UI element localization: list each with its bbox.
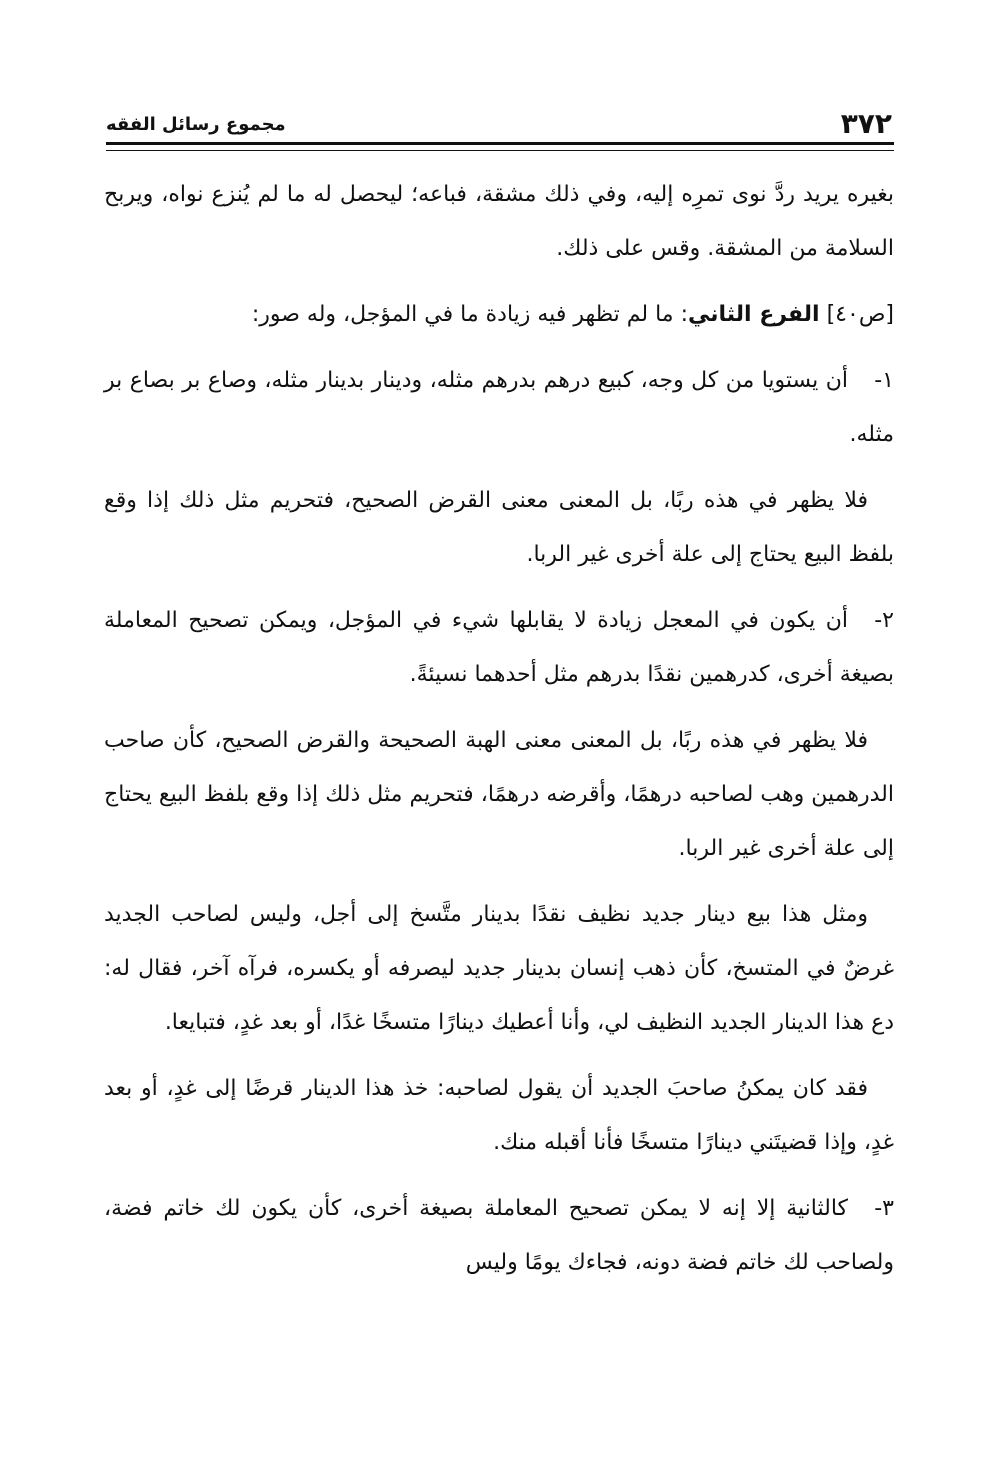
- section-heading: الفرع الثاني: [688, 302, 820, 327]
- paragraph-text: كالثانية إلا إنه لا يمكن تصحيح المعاملة بصيغة أخرى، كأن يكون لك خاتم فضة، ولصاحب لك خاتم فضة دونه، فجاءك يومًا وليس: [104, 1196, 894, 1275]
- body-text: [104, 168, 894, 1290]
- header-rule-thick: [106, 142, 894, 145]
- paragraph-2: [104, 288, 894, 342]
- paragraph-text: فقد كان يمكنُ صاحبَ الجديد أن يقول لصاحبه: خذ هذا الدينار قرضًا إلى غدٍ، أو بعد غدٍ، وإذا قضيتَني دينارًا متسخًا فأنا أقبله منك.: [104, 1076, 894, 1155]
- list-number: ٢-: [874, 608, 894, 633]
- list-item-3: [104, 1182, 894, 1290]
- list-number: ٣-: [874, 1196, 894, 1221]
- list-number: ١-: [874, 368, 894, 393]
- paragraph-text: أن يكون في المعجل زيادة لا يقابلها شيء في المؤجل، ويمكن تصحيح المعاملة بصيغة أخرى، كدرهمين نقدًا بدرهم مثل أحدهما نسيئةً.: [104, 608, 894, 687]
- running-title: مجموع رسائل الفقه: [106, 114, 286, 135]
- paragraph-1: [104, 168, 894, 276]
- paragraph-text: فلا يظهر في هذه ربًا، بل المعنى معنى الهبة الصحيحة والقرض الصحيح، كأن صاحب الدرهمين وهب لصاحبه درهمًا، وأقرضه درهمًا، فتحريم مثل ذلك إذا وقع بلفظ البيع يحتاج إلى علة أخرى غير الربا.: [104, 728, 894, 861]
- paragraph-text: بغيره يريد ردَّ نوى تمرِه إليه، وفي ذلك مشقة، فباعه؛ ليحصل له ما لم يُنزع نواه، ويربح السلامة من المشقة. وقس على ذلك.: [104, 182, 894, 261]
- page-header: [106, 106, 892, 146]
- paragraph-text: أن يستويا من كل وجه، كبيع درهم بدرهم مثله، ودينار بدينار مثله، وصاع بر بصاع بر مثله.: [104, 368, 894, 447]
- header-rule-thin: [106, 150, 894, 151]
- page-marker: [ص٤٠]: [826, 302, 894, 327]
- paragraph-6: [104, 714, 894, 876]
- paragraph-4: [104, 474, 894, 582]
- page-number: ٣٧٢: [840, 107, 892, 140]
- paragraph-text: : ما لم تظهر فيه زيادة ما في المؤجل، وله صور:: [251, 302, 688, 327]
- paragraph-text: فلا يظهر في هذه ربًا، بل المعنى معنى القرض الصحيح، فتحريم مثل ذلك إذا وقع بلفظ البيع يحتاج إلى علة أخرى غير الربا.: [104, 488, 894, 567]
- list-item-1: [104, 354, 894, 462]
- paragraph-text: ومثل هذا بيع دينار جديد نظيف نقدًا بدينار متَّسخ إلى أجل، وليس لصاحب الجديد غرضٌ في المتسخ، كأن ذهب إنسان بدينار جديد ليصرفه أو يكسره، فرآه آخر، فقال له: دع هذا الدينار الجديد النظيف لي، وأنا أعطيك دينارًا متسخًا غدًا، أو بعد غدٍ، فتبايعا.: [104, 902, 894, 1035]
- list-item-2: [104, 594, 894, 702]
- paragraph-7: [104, 888, 894, 1050]
- paragraph-8: [104, 1062, 894, 1170]
